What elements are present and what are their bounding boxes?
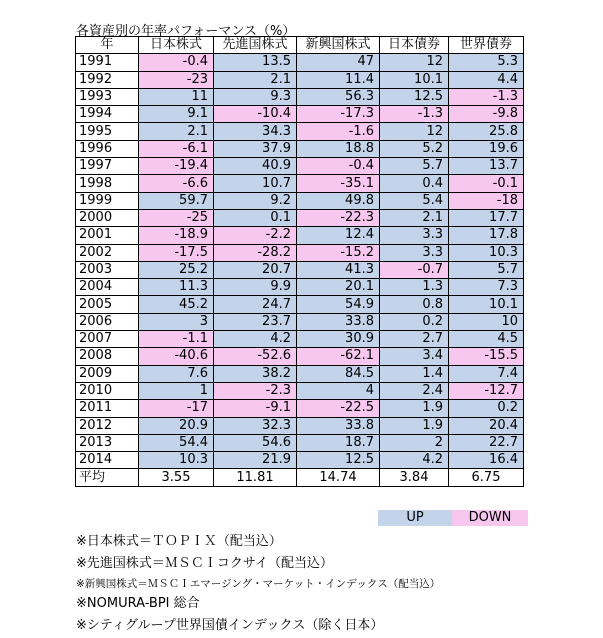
japan-bonds-cell: 1.9 <box>380 417 449 434</box>
japan-stocks-cell: 3 <box>139 313 214 330</box>
emerging-stocks-cell: -62.1 <box>297 348 380 365</box>
footnotes <box>76 531 440 637</box>
year-cell: 2013 <box>76 434 139 451</box>
japan-bonds-cell: 0.2 <box>380 313 449 330</box>
developed-stocks-cell: 9.3 <box>214 88 297 105</box>
table-title: 各資産別の年率パフォーマンス（%） <box>76 24 296 39</box>
year-cell: 2000 <box>76 209 139 226</box>
year-cell: 2001 <box>76 227 139 244</box>
world-bonds-cell: 16.4 <box>449 452 524 469</box>
japan-stocks-cell: -23 <box>139 71 214 88</box>
table-row <box>76 209 524 226</box>
average-label: 平均 <box>76 469 139 486</box>
year-cell: 2014 <box>76 452 139 469</box>
year-cell: 2005 <box>76 296 139 313</box>
average-japan-stocks: 3.55 <box>139 469 214 486</box>
japan-stocks-cell: -6.1 <box>139 140 214 157</box>
year-cell: 1993 <box>76 88 139 105</box>
emerging-stocks-cell: -22.3 <box>297 209 380 226</box>
emerging-stocks-cell: -17.3 <box>297 106 380 123</box>
emerging-stocks-cell: 4 <box>297 382 380 399</box>
japan-bonds-cell: 4.2 <box>380 452 449 469</box>
japan-stocks-cell: 20.9 <box>139 417 214 434</box>
year-cell: 2004 <box>76 279 139 296</box>
year-cell: 2009 <box>76 365 139 382</box>
world-bonds-cell: 7.3 <box>449 279 524 296</box>
emerging-stocks-cell: -22.5 <box>297 400 380 417</box>
developed-stocks-cell: 23.7 <box>214 313 297 330</box>
table-row <box>76 400 524 417</box>
japan-bonds-cell: 3.3 <box>380 244 449 261</box>
footnote: ※日本株式＝ＴＯＰＩＸ（配当込） <box>76 534 282 549</box>
column-header-year: 年 <box>76 37 139 54</box>
emerging-stocks-cell: 18.7 <box>297 434 380 451</box>
emerging-stocks-cell: -15.2 <box>297 244 380 261</box>
average-japan-bonds: 3.84 <box>380 469 449 486</box>
japan-bonds-cell: 0.8 <box>380 296 449 313</box>
japan-bonds-cell: 5.4 <box>380 192 449 209</box>
world-bonds-cell: 10.3 <box>449 244 524 261</box>
developed-stocks-cell: -9.1 <box>214 400 297 417</box>
japan-bonds-cell: 12 <box>380 123 449 140</box>
table-row <box>76 158 524 175</box>
table-row <box>76 244 524 261</box>
developed-stocks-cell: 40.9 <box>214 158 297 175</box>
table-row <box>76 192 524 209</box>
column-header-japan-bonds: 日本債券 <box>380 37 449 54</box>
footnote: ※NOMURA-BPI 総合 <box>76 596 200 611</box>
japan-stocks-cell: -18.9 <box>139 227 214 244</box>
table-row <box>76 279 524 296</box>
world-bonds-cell: 10 <box>449 313 524 330</box>
table-row <box>76 175 524 192</box>
table-row <box>76 365 524 382</box>
world-bonds-cell: 7.4 <box>449 365 524 382</box>
developed-stocks-cell: 34.3 <box>214 123 297 140</box>
world-bonds-cell: 5.3 <box>449 54 524 71</box>
year-cell: 1992 <box>76 71 139 88</box>
year-cell: 1994 <box>76 106 139 123</box>
average-developed-stocks: 11.81 <box>214 469 297 486</box>
developed-stocks-cell: -10.4 <box>214 106 297 123</box>
world-bonds-cell: 13.7 <box>449 158 524 175</box>
table-row <box>76 452 524 469</box>
table-row <box>76 71 524 88</box>
japan-stocks-cell: -0.4 <box>139 54 214 71</box>
developed-stocks-cell: -2.2 <box>214 227 297 244</box>
developed-stocks-cell: -28.2 <box>214 244 297 261</box>
developed-stocks-cell: 24.7 <box>214 296 297 313</box>
color-legend <box>378 510 528 526</box>
developed-stocks-cell: 10.7 <box>214 175 297 192</box>
average-world-bonds: 6.75 <box>449 469 524 486</box>
japan-bonds-cell: -0.7 <box>380 261 449 278</box>
emerging-stocks-cell: 33.8 <box>297 417 380 434</box>
japan-bonds-cell: 12 <box>380 54 449 71</box>
emerging-stocks-cell: 11.4 <box>297 71 380 88</box>
developed-stocks-cell: 0.1 <box>214 209 297 226</box>
world-bonds-cell: -15.5 <box>449 348 524 365</box>
world-bonds-cell: 17.7 <box>449 209 524 226</box>
japan-stocks-cell: -6.6 <box>139 175 214 192</box>
average-row <box>76 469 524 486</box>
world-bonds-cell: 22.7 <box>449 434 524 451</box>
emerging-stocks-cell: 12.4 <box>297 227 380 244</box>
column-header-developed-stocks: 先進国株式 <box>214 37 297 54</box>
world-bonds-cell: 4.4 <box>449 71 524 88</box>
developed-stocks-cell: 38.2 <box>214 365 297 382</box>
emerging-stocks-cell: 12.5 <box>297 452 380 469</box>
japan-stocks-cell: 10.3 <box>139 452 214 469</box>
year-cell: 1999 <box>76 192 139 209</box>
year-cell: 1996 <box>76 140 139 157</box>
japan-stocks-cell: 59.7 <box>139 192 214 209</box>
emerging-stocks-cell: 30.9 <box>297 331 380 348</box>
japan-stocks-cell: 45.2 <box>139 296 214 313</box>
world-bonds-cell: 17.8 <box>449 227 524 244</box>
japan-stocks-cell: 11 <box>139 88 214 105</box>
developed-stocks-cell: 2.1 <box>214 71 297 88</box>
japan-bonds-cell: 1.9 <box>380 400 449 417</box>
japan-bonds-cell: 2.7 <box>380 331 449 348</box>
average-emerging-stocks: 14.74 <box>297 469 380 486</box>
world-bonds-cell: 5.7 <box>449 261 524 278</box>
table-row <box>76 331 524 348</box>
japan-stocks-cell: 54.4 <box>139 434 214 451</box>
japan-bonds-cell: 12.5 <box>380 88 449 105</box>
japan-bonds-cell: 2.1 <box>380 209 449 226</box>
developed-stocks-cell: 9.9 <box>214 279 297 296</box>
japan-bonds-cell: 1.4 <box>380 365 449 382</box>
japan-bonds-cell: 2 <box>380 434 449 451</box>
column-header-japan-stocks: 日本株式 <box>139 37 214 54</box>
table-row <box>76 313 524 330</box>
table-row <box>76 382 524 399</box>
japan-stocks-cell: -1.1 <box>139 331 214 348</box>
performance-table <box>75 36 524 487</box>
table-row <box>76 261 524 278</box>
emerging-stocks-cell: 49.8 <box>297 192 380 209</box>
year-cell: 1998 <box>76 175 139 192</box>
year-cell: 2003 <box>76 261 139 278</box>
developed-stocks-cell: 9.2 <box>214 192 297 209</box>
year-cell: 2008 <box>76 348 139 365</box>
table-row <box>76 227 524 244</box>
table-row <box>76 106 524 123</box>
year-cell: 2010 <box>76 382 139 399</box>
table-row <box>76 88 524 105</box>
emerging-stocks-cell: 33.8 <box>297 313 380 330</box>
developed-stocks-cell: 21.9 <box>214 452 297 469</box>
year-cell: 2007 <box>76 331 139 348</box>
world-bonds-cell: 25.8 <box>449 123 524 140</box>
emerging-stocks-cell: 84.5 <box>297 365 380 382</box>
legend-down: DOWN <box>452 510 528 526</box>
legend-up: UP <box>378 510 452 526</box>
japan-stocks-cell: -17.5 <box>139 244 214 261</box>
year-cell: 2011 <box>76 400 139 417</box>
japan-bonds-cell: 3.4 <box>380 348 449 365</box>
year-cell: 1995 <box>76 123 139 140</box>
footnote: ※新興国株式＝ＭＳＣＩエマージング・マーケット・インデックス（配当込） <box>76 578 441 590</box>
table-row <box>76 417 524 434</box>
emerging-stocks-cell: -1.6 <box>297 123 380 140</box>
world-bonds-cell: 19.6 <box>449 140 524 157</box>
japan-bonds-cell: -1.3 <box>380 106 449 123</box>
year-cell: 1991 <box>76 54 139 71</box>
table-row <box>76 434 524 451</box>
japan-bonds-cell: 5.7 <box>380 158 449 175</box>
year-cell: 1997 <box>76 158 139 175</box>
japan-stocks-cell: -19.4 <box>139 158 214 175</box>
table-row <box>76 140 524 157</box>
japan-stocks-cell: 11.3 <box>139 279 214 296</box>
world-bonds-cell: 0.2 <box>449 400 524 417</box>
japan-stocks-cell: -25 <box>139 209 214 226</box>
developed-stocks-cell: -52.6 <box>214 348 297 365</box>
world-bonds-cell: 20.4 <box>449 417 524 434</box>
japan-stocks-cell: 9.1 <box>139 106 214 123</box>
japan-bonds-cell: 0.4 <box>380 175 449 192</box>
developed-stocks-cell: 4.2 <box>214 331 297 348</box>
emerging-stocks-cell: -35.1 <box>297 175 380 192</box>
world-bonds-cell: -12.7 <box>449 382 524 399</box>
developed-stocks-cell: 54.6 <box>214 434 297 451</box>
japan-stocks-cell: 7.6 <box>139 365 214 382</box>
developed-stocks-cell: 13.5 <box>214 54 297 71</box>
table-row <box>76 123 524 140</box>
developed-stocks-cell: -2.3 <box>214 382 297 399</box>
column-header-world-bonds: 世界債券 <box>449 37 524 54</box>
footnote: ※先進国株式＝ＭＳＣＩコクサイ（配当込） <box>76 556 333 571</box>
japan-stocks-cell: 1 <box>139 382 214 399</box>
emerging-stocks-cell: 56.3 <box>297 88 380 105</box>
year-cell: 2002 <box>76 244 139 261</box>
year-cell: 2006 <box>76 313 139 330</box>
japan-stocks-cell: -17 <box>139 400 214 417</box>
year-cell: 2012 <box>76 417 139 434</box>
emerging-stocks-cell: 18.8 <box>297 140 380 157</box>
japan-bonds-cell: 5.2 <box>380 140 449 157</box>
japan-stocks-cell: -40.6 <box>139 348 214 365</box>
world-bonds-cell: 10.1 <box>449 296 524 313</box>
japan-bonds-cell: 3.3 <box>380 227 449 244</box>
table-row <box>76 296 524 313</box>
japan-stocks-cell: 2.1 <box>139 123 214 140</box>
world-bonds-cell: -9.8 <box>449 106 524 123</box>
developed-stocks-cell: 32.3 <box>214 417 297 434</box>
footnote: ※シティグループ世界国債インデックス（除く日本） <box>76 618 384 633</box>
emerging-stocks-cell: -0.4 <box>297 158 380 175</box>
japan-bonds-cell: 10.1 <box>380 71 449 88</box>
emerging-stocks-cell: 54.9 <box>297 296 380 313</box>
world-bonds-cell: -18 <box>449 192 524 209</box>
japan-bonds-cell: 2.4 <box>380 382 449 399</box>
world-bonds-cell: 4.5 <box>449 331 524 348</box>
column-header-emerging-stocks: 新興国株式 <box>297 37 380 54</box>
japan-stocks-cell: 25.2 <box>139 261 214 278</box>
world-bonds-cell: -1.3 <box>449 88 524 105</box>
world-bonds-cell: -0.1 <box>449 175 524 192</box>
header-row <box>76 37 524 54</box>
emerging-stocks-cell: 41.3 <box>297 261 380 278</box>
emerging-stocks-cell: 20.1 <box>297 279 380 296</box>
developed-stocks-cell: 37.9 <box>214 140 297 157</box>
emerging-stocks-cell: 47 <box>297 54 380 71</box>
developed-stocks-cell: 20.7 <box>214 261 297 278</box>
table-row <box>76 348 524 365</box>
table-row <box>76 54 524 71</box>
japan-bonds-cell: 1.3 <box>380 279 449 296</box>
